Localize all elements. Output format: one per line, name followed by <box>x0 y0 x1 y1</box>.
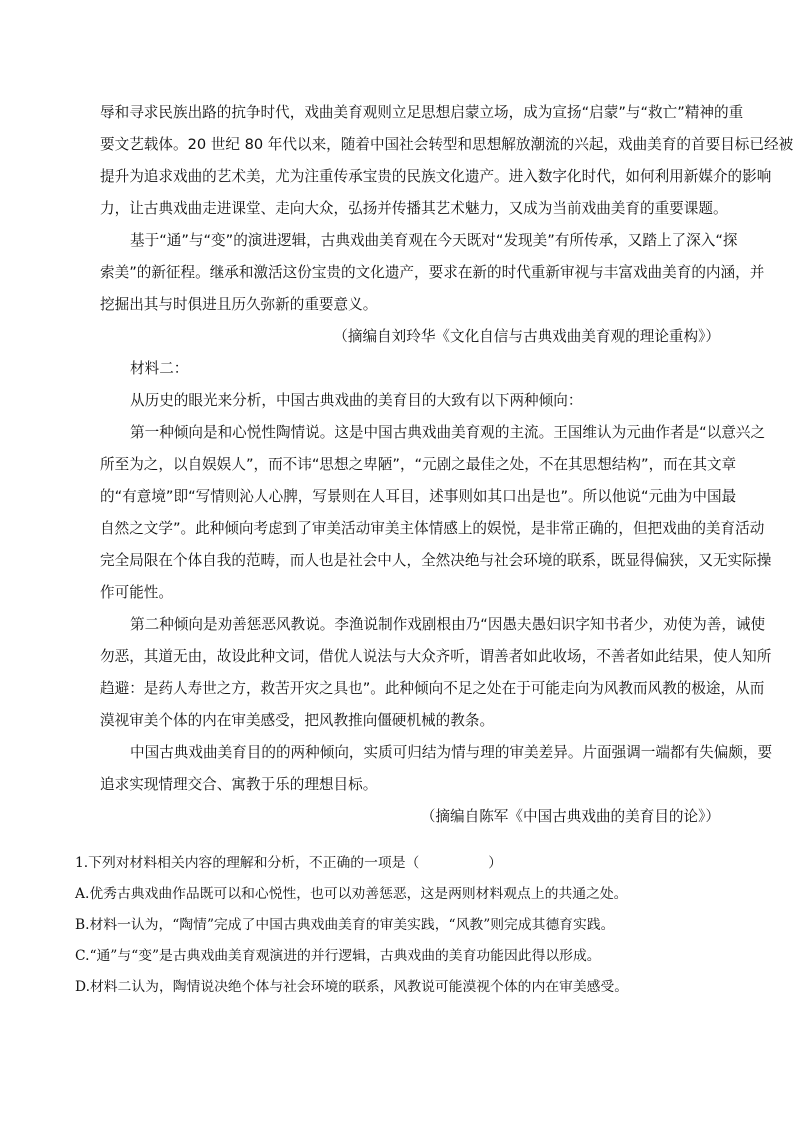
passage-line: 挖掘出其与时俱进且历久弥新的重要意义。 <box>100 296 378 313</box>
passage-line: 从历史的眼光来分析，中国古典戏曲的美育目的大致有以下两种倾向： <box>130 392 583 409</box>
option-a: A.优秀古典戏曲作品既可以和心悦性，也可以劝善惩恶，这是两则材料观点上的共通之处。 <box>75 886 628 902</box>
passage-line: 追求实现情理交合、寓教于乐的理想目标。 <box>100 776 378 793</box>
passage-line: 力，让古典戏曲走进课堂、走向大众，弘扬并传播其艺术魅力，又成为当前戏曲美育的重要课题。 <box>100 200 728 217</box>
passage-line: 的“有意境”即“写情则沁人心脾，写景则在人耳目，述事则如其口出是也”。所以他说“元曲为中国最 <box>100 488 737 505</box>
passage-line: 自然之文学”。此种倾向考虑到了审美活动审美主体情感上的娱悦，是非常正确的，但把戏曲的美育活动 <box>100 520 765 537</box>
question-block <box>75 848 735 1003</box>
passage-line: 趋避：是药人寿世之方，救苦开灾之具也”。此种倾向不足之处在于可能走向为风教而风教的极途，从而 <box>100 680 765 697</box>
passage-line: 要文艺载体。20 世纪 80 年代以来，随着中国社会转型和思想解放潮流的兴起，戏曲美育的首要目标已经被 <box>100 136 794 153</box>
passage-text <box>100 97 794 833</box>
option-d: D.材料二认为，陶情说决绝个体与社会环境的联系，风教说可能漠视个体的内在审美感受。 <box>75 979 629 995</box>
passage-line: 勿恶，其道无由，故设此种文词，借优人说法与大众齐听，谓善者如此收场，不善者如此结果，使人知所 <box>100 648 772 665</box>
passage-line: 所至为之，以自娱娱人”，而不讳“思想之卑陋”，“元剧之最佳之处，不在其思想结构”，而在其文章 <box>100 456 737 473</box>
source-citation: （摘编自陈军《中国古典戏曲的美育目的论》） <box>420 808 720 825</box>
option-c: C.“通”与“变”是古典戏曲美育观演进的并行逻辑，古典戏曲的美育功能因此得以形成。 <box>75 948 601 964</box>
source-citation: （摘编自刘玲华《文化自信与古典戏曲美育观的理论重构》） <box>333 328 720 345</box>
passage-line: 第一种倾向是和心悦性陶情说。这是中国古典戏曲美育观的主流。王国维认为元曲作者是“以意兴之 <box>130 424 766 441</box>
passage-line: 提升为追求戏曲的艺术美，尤为注重传承宝贵的民族文化遗产。进入数字化时代，如何利用新媒介的影响 <box>100 168 772 185</box>
option-b: B.材料一认为，“陶情”完成了中国古典戏曲美育的审美实践，“风教”则完成其德育实践。 <box>75 917 615 933</box>
question-stem: 1.下列对材料相关内容的理解和分析，不正确的一项是（ ） <box>75 855 503 871</box>
passage-line: 中国古典戏曲美育目的的两种倾向，实质可归结为情与理的审美差异。片面强调一端都有失偏颇，要 <box>130 744 773 761</box>
passage-line: 辱和寻求民族出路的抗争时代，戏曲美育观则立足思想启蒙立场，成为宣扬“启蒙”与“救亡”精神的重 <box>100 104 744 121</box>
passage-line: 索美”的新征程。继承和激活这份宝贵的文化遗产，要求在新的时代重新审视与丰富戏曲美育的内涵，并 <box>100 264 765 281</box>
section-heading: 材料二： <box>130 360 189 377</box>
passage-line: 漠视审美个体的内在审美感受，把风教推向僵硬机械的教条。 <box>100 712 495 729</box>
passage-line: 作可能性。 <box>100 584 173 601</box>
passage-line: 基于“通”与“变”的演进逻辑，古典戏曲美育观在今天既对“发现美”有所传承，又踏上了深入“探 <box>130 232 738 249</box>
passage-line: 第二种倾向是劝善惩恶风教说。李渔说制作戏剧根由乃“因愚夫愚妇识字知书者少，劝使为善，诫使 <box>130 616 766 633</box>
passage-line: 完全局限在个体自我的范畴，而人也是社会中人，全然决绝与社会环境的联系，既显得偏狭，又无实际操 <box>100 552 772 569</box>
